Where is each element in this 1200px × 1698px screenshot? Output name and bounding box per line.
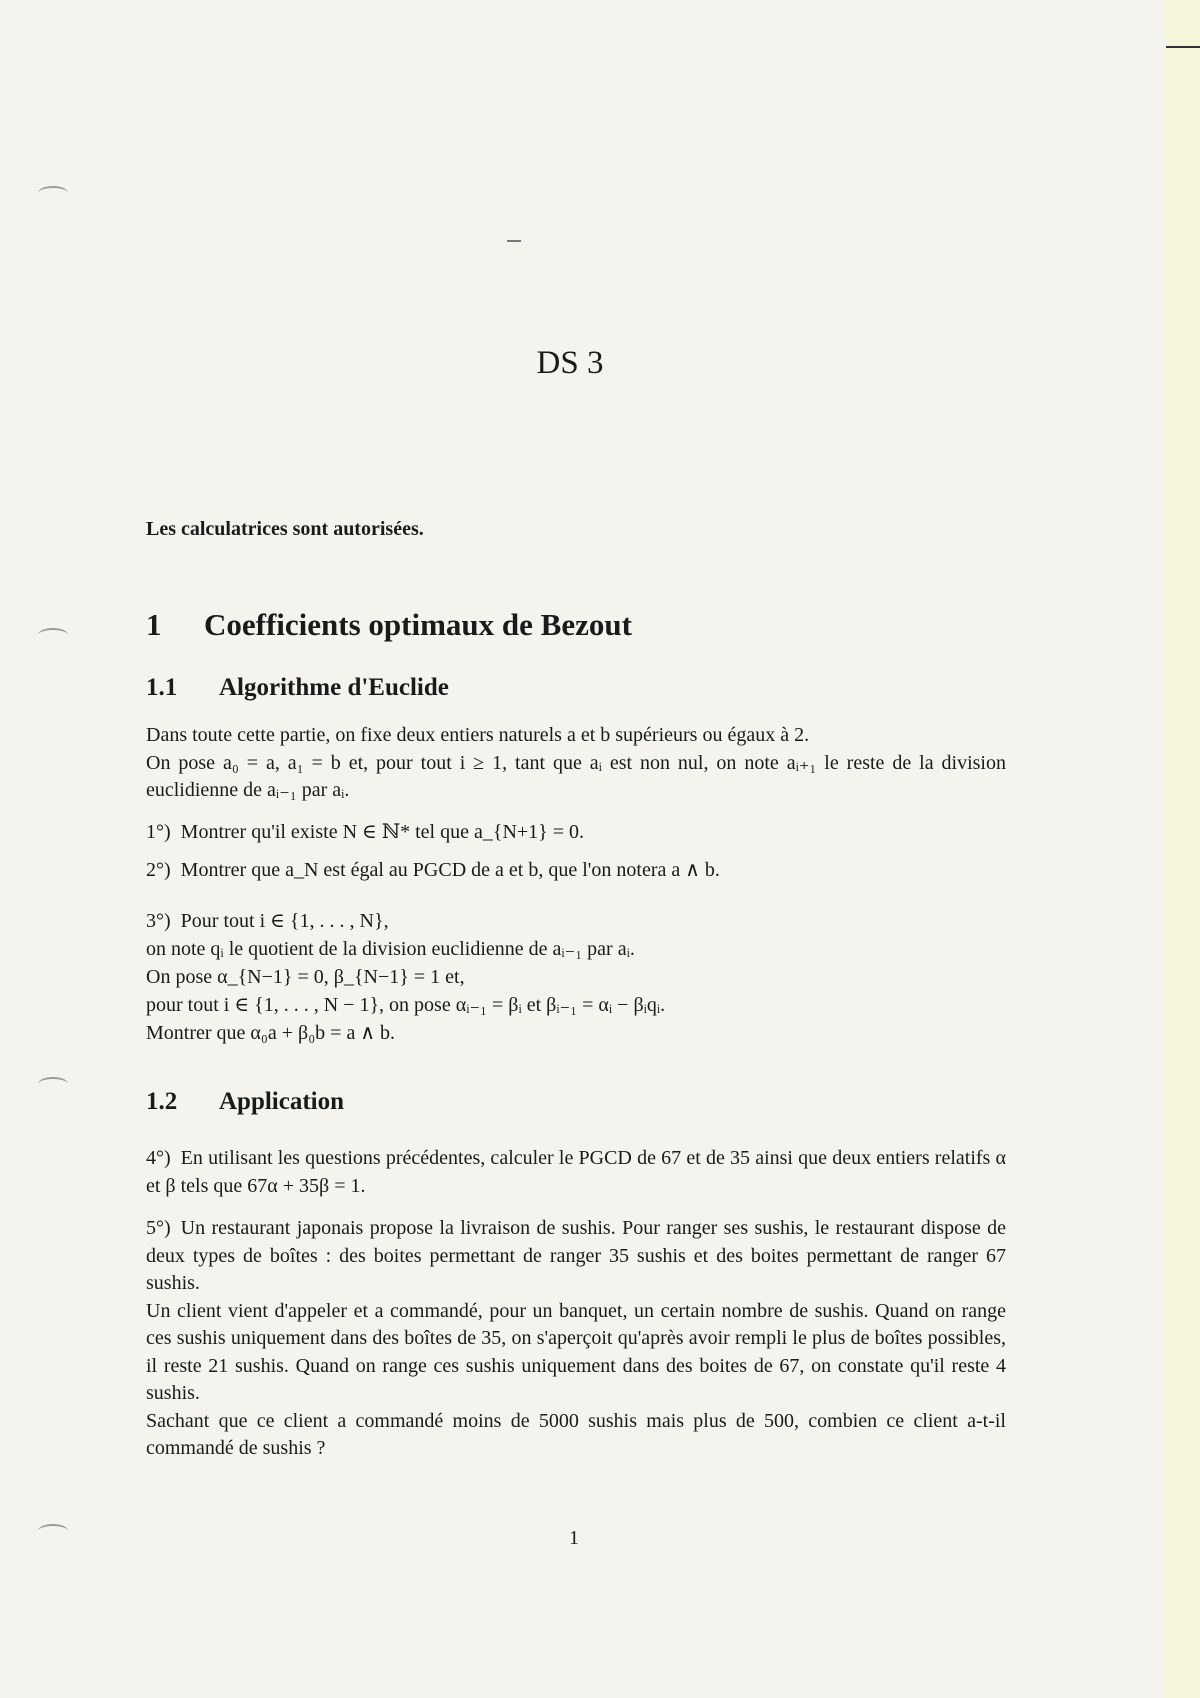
question-label: 4°): [146, 1147, 171, 1169]
page-title: DS 3: [536, 345, 604, 381]
intro-line: On pose a₀ = a, a₁ = b et, pour tout i ≥ 1, tant que aᵢ est non nul, on note aᵢ₊₁ le reste de la division euclidienne de aᵢ₋₁ par aᵢ.: [146, 751, 1006, 801]
section-heading: [146, 607, 632, 643]
subsection-title: Application: [219, 1088, 345, 1115]
subsection-intro: [146, 722, 1006, 805]
subsection-number: 1.1: [146, 674, 178, 701]
question-text: En utilisant les questions précédentes, calculer le PGCD de 67 et de 35 ainsi que deux entiers relatifs α et β tels que 67α + 35β = 1.: [146, 1147, 1006, 1197]
punch-hole-mark: [38, 1077, 68, 1091]
question-line: on note qᵢ le quotient de la division euclidienne de aᵢ₋₁ par aᵢ.: [146, 938, 635, 960]
section-number: 1: [146, 607, 162, 642]
question-text: Montrer qu'il existe N ∈ ℕ* tel que a_{N+1} = 0.: [180, 821, 585, 843]
question-line: pour tout i ∈ {1, . . . , N − 1}, on pose αᵢ₋₁ = βᵢ et βᵢ₋₁ = αᵢ − βᵢqᵢ.: [146, 994, 666, 1016]
subsection-heading: [146, 1088, 344, 1116]
question-label: 3°): [146, 910, 171, 932]
question-paragraph: Un client vient d'appeler et a commandé, pour un banquet, un certain nombre de sushis. Quand on range ces sushis uniquement dans des boîtes de 35, on s'aperçoit qu'après avoir rempli le plus de boîtes possibles, il reste 21 sushis. Quand on range ces sushis uniquement dans des boites de 67, on constate qu'il reste 4 sushis.: [146, 1299, 1006, 1404]
subsection-heading: [146, 674, 449, 702]
question-3: [146, 907, 1006, 1047]
question-label: 2°): [146, 859, 171, 881]
question-1: [146, 818, 1006, 846]
edge-mark: [1166, 46, 1200, 48]
intro-line: Dans toute cette partie, on fixe deux entiers naturels a et b supérieurs ou égaux à 2.: [146, 724, 810, 746]
punch-hole-mark: [38, 628, 68, 642]
question-text: Montrer que a_N est égal au PGCD de a et b, que l'on notera a ∧ b.: [180, 859, 720, 881]
question-line: Montrer que α₀a + β₀b = a ∧ b.: [146, 1022, 395, 1044]
question-label: 1°): [146, 821, 171, 843]
section-title: Coefficients optimaux de Bezout: [204, 607, 632, 642]
question-5: [146, 1215, 1006, 1463]
question-paragraph: Sachant que ce client a commandé moins de 5000 sushis mais plus de 500, combien ce client a-t-il commandé de sushis ?: [146, 1409, 1006, 1459]
punch-hole-mark: [38, 186, 68, 200]
question-paragraph: Un restaurant japonais propose la livraison de sushis. Pour ranger ses sushis, le restaurant dispose de deux types de boîtes : des boites permettant de ranger 35 sushis et des boites permettant de ranger 67 sushis.: [146, 1217, 1006, 1294]
question-4: [146, 1145, 1006, 1200]
question-line: Pour tout i ∈ {1, . . . , N},: [180, 910, 389, 932]
page-edge: [1166, 0, 1200, 1698]
page-number: 1: [569, 1527, 579, 1549]
intro-text: Les calculatrices sont autorisées.: [146, 518, 424, 540]
scan-mark: [507, 240, 521, 242]
subsection-number: 1.2: [146, 1088, 178, 1115]
subsection-title: Algorithme d'Euclide: [219, 674, 449, 701]
question-2: [146, 856, 1006, 884]
question-line: On pose α_{N−1} = 0, β_{N−1} = 1 et,: [146, 966, 465, 988]
question-label: 5°): [146, 1217, 171, 1239]
